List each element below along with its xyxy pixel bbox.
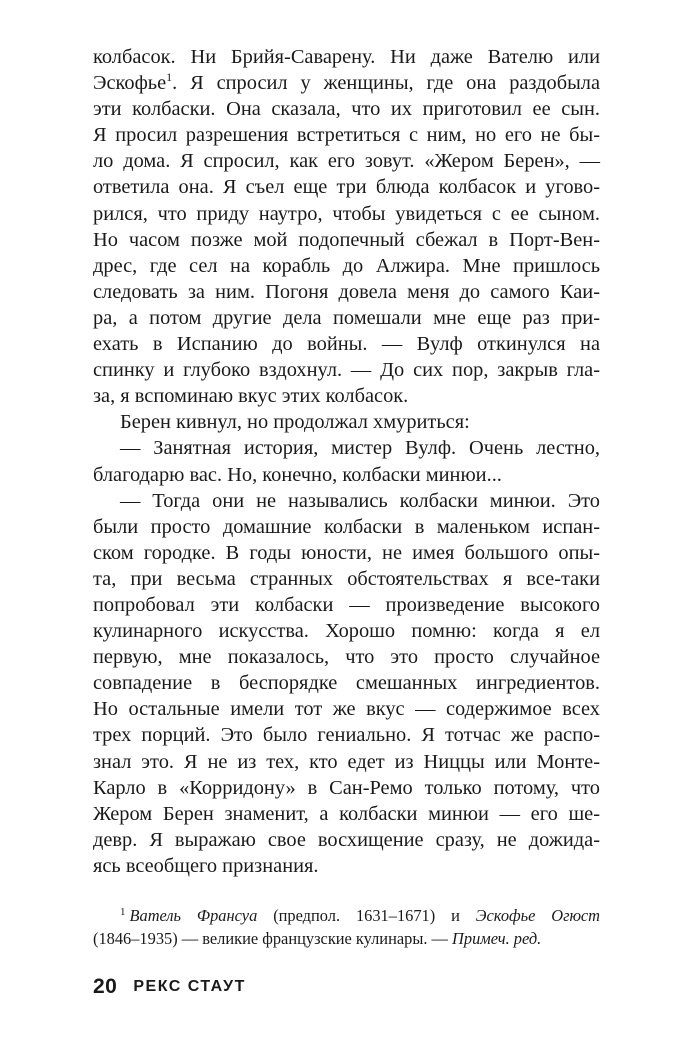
text-line-13: спинку и глубоко вздохнул. — До сих пор, закрыв гла- [93,359,600,382]
text-line-22: попробовал эти колбаски — произведение высокого [93,593,600,616]
text-line-31: девр. Я выражаю свое восхищение сразу, не дожида- [93,828,600,851]
text-line-1: колбасок. Ни Брийя-Саварену. Ни даже Вателю или [93,46,600,68]
running-title: РЕКС СТАУТ [133,978,246,995]
text-line-19: были просто домашние колбаски в маленьком испан- [93,515,600,538]
footnote-line-2 [93,927,600,950]
footnote-dates: (предпол. 1631–1671) и [257,906,476,925]
text-line-18: — Тогда они не назывались колбаски минюи. Это [120,489,600,512]
text-line-8: Но часом позже мой подопечный сбежал в Порт-Вен- [93,228,600,251]
text-line-23: кулинарного искусства. Хорошо помню: когда я ел [93,620,600,643]
text-line-25: совпадение в беспорядке смешанных ингредиентов. [93,672,600,695]
text-segment: . Я спросил у женщины, где она раздобыла [172,72,600,95]
text-line-5: ло дома. Я спросил, как его зовут. «Жером Берен», — [93,150,600,173]
text-line-14: за, я вспоминаю вкус этих колбасок. [93,385,409,408]
footnote [93,904,600,950]
text-line-20: ском городке. В годы юности, не имея большого опы- [93,541,600,564]
footnote-editor-note: Примеч. ред. [452,929,542,948]
text-line-10: следовать за ним. Погоня довела меня до самого Каи- [93,280,600,303]
text-line-26: Но остальные имели тот же вкус — содержимое всех [93,698,600,721]
text-line-16: — Занятная история, мистер Вулф. Очень лестно, [120,437,600,460]
footnote-name-escoffier: Эскофье Огюст [475,906,600,925]
text-line-21: та, при весьма странных обстоятельствах я все-таки [93,567,600,590]
footnote-reference: 1 [166,70,173,85]
footnote-line-1 [93,904,600,927]
text-line-27: трех порций. Это было гениально. Я тотчас же распо- [93,724,600,747]
text-line-9: дрес, где сел на корабль до Алжира. Мне пришлось [93,254,600,277]
text-line-28: знал это. Я не из тех, кто едет из Ниццы или Монте- [93,750,600,773]
text-line-12: ехать в Испанию до войны. — Вулф откинулся на [93,333,600,356]
main-text [93,44,600,879]
text-line-32: ясь всеобщего признания. [93,854,319,877]
text-line-29: Карло в «Корридону» в Сан-Ремо только потому, что [93,776,600,799]
text-line-11: ра, а потом другие дела помешали мне еще раз при- [93,306,600,329]
footnote-text: (1846–1935) — великие французские кулинары. — [93,929,453,948]
text-line-3: эти колбаски. Она сказала, что их приготовил ее сын. [93,98,600,121]
text-line-17: благодарю вас. Но, конечно, колбаски минюи... [93,463,502,486]
page-number: 20 [93,975,118,998]
text-line-30: Жером Берен знаменит, а колбаски минюи — его ше- [93,802,600,825]
text-line-4: Я просил разрешения встретиться с ним, но его не бы- [93,124,600,147]
page-footer [93,974,246,1000]
text-line-7: рился, что приду наутро, чтобы увидеться с ее сыном. [93,202,600,225]
text-line-2 [93,70,600,96]
text-line-24: первую, мне показалось, что это просто случайное [93,646,600,669]
text-line-6: ответила она. Я съел еще три блюда колбасок и угово- [93,176,600,199]
footnote-number: 1 [120,906,126,918]
text-line-15: Берен кивнул, но продолжал хмуриться: [120,411,470,434]
text-segment: Эскофье [93,72,167,95]
footnote-name-vatel: Ватель Франсуа [129,906,258,925]
